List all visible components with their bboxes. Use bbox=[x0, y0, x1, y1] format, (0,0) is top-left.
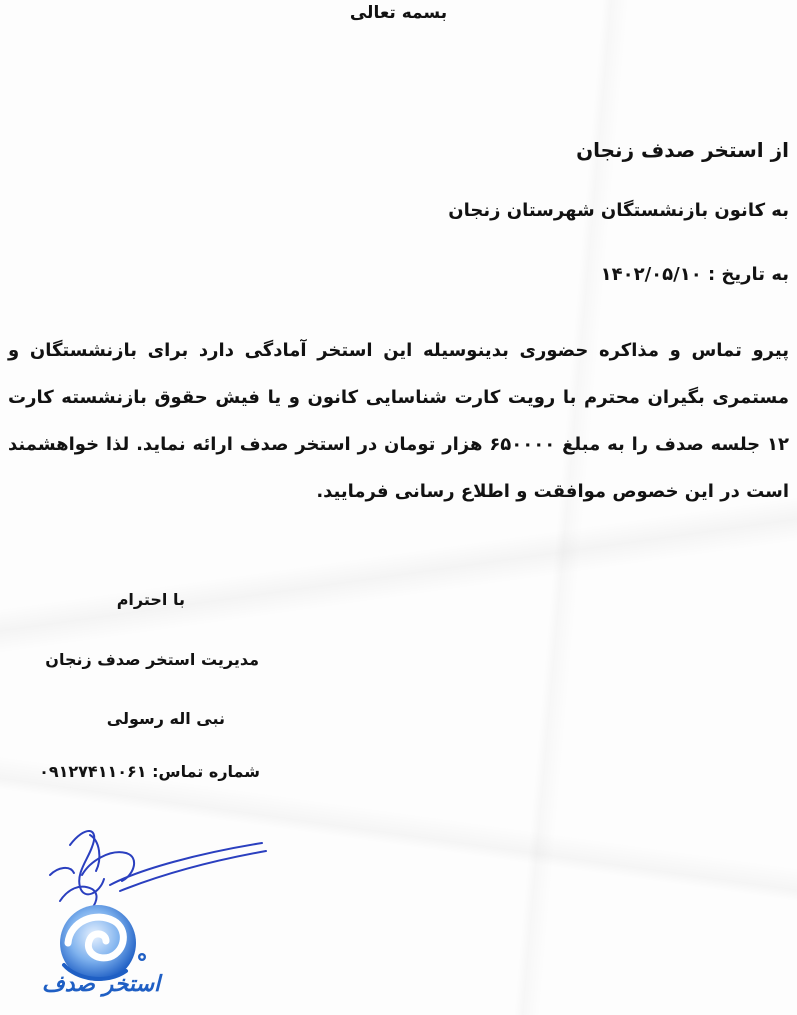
letter-heading: بسمه تعالی bbox=[349, 3, 448, 23]
signer-name: نبی اله رسولی bbox=[106, 709, 225, 728]
signer-title: مدیریت استخر صدف زنجان bbox=[45, 650, 259, 669]
closing-regards: با احترام bbox=[116, 590, 185, 609]
pool-logo-text: استخر صدف bbox=[41, 972, 161, 997]
letter-body: پیرو تماس و مذاکره حضوری بدینوسیله این استخر آمادگی دارد برای بازنشستگان و مستمری بگیران محترم با رویت کارت شناسایی کانون و یا فیش حقوق بازنشسته کارت ۱۲ جلسه صدف را به مبلغ ۶۵۰۰۰۰ هزار تومان در استخر صدف ارائه نماید. لذا خواهشمند است در این خصوص موافقت و اطلاع رسانی فرمایید. bbox=[8, 340, 789, 502]
recipient-line: به کانون بازنشستگان شهرستان زنجان bbox=[448, 200, 789, 221]
contact-phone: شماره تماس: ۰۹۱۲۷۴۱۱۰۶۱ bbox=[39, 762, 260, 781]
date-line: به تاریخ : ۱۴۰۲/۰۵/۱۰ bbox=[600, 264, 789, 285]
sender-line: از استخر صدف زنجان bbox=[576, 138, 789, 162]
